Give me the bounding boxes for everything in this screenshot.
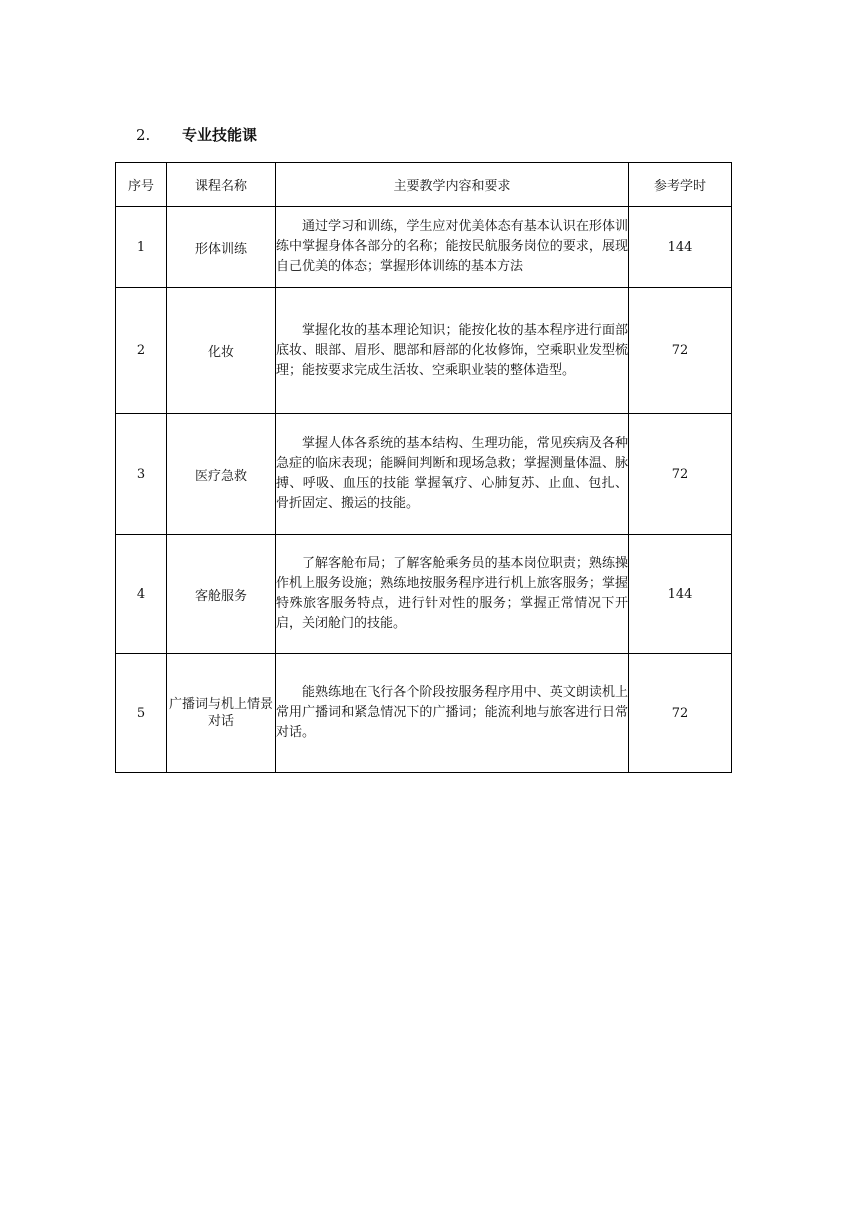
row-hours: 144 <box>629 207 732 288</box>
header-hours: 参考学时 <box>629 163 732 207</box>
table-row <box>116 288 732 414</box>
table-row <box>116 414 732 535</box>
row-hours: 72 <box>629 288 732 414</box>
row-index: 3 <box>116 414 167 535</box>
table-row <box>116 207 732 288</box>
row-course-name: 化妆 <box>167 288 276 414</box>
row-hours: 144 <box>629 535 732 654</box>
row-index: 1 <box>116 207 167 288</box>
row-content: 通过学习和训练，学生应对优美体态有基本认识在形体训练中掌握身体各部分的名称；能按民航服务岗位的要求，展现自己优美的体态；掌握形体训练的基本方法 <box>276 207 629 288</box>
row-content: 能熟练地在飞行各个阶段按服务程序用中、英文朗读机上常用广播词和紧急情况下的广播词；能流利地与旅客进行日常对话。 <box>276 654 629 773</box>
header-index: 序号 <box>116 163 167 207</box>
row-content: 掌握人体各系统的基本结构、生理功能，常见疾病及各种急症的临床表现；能瞬间判断和现场急救；掌握测量体温、脉搏、呼吸、血压的技能 掌握氧疗、心肺复苏、止血、包扎、骨折固定、搬运的技能。 <box>276 414 629 535</box>
row-index: 4 <box>116 535 167 654</box>
row-course-name-text: 广播词与机上情景对话 <box>168 697 273 729</box>
section-number: 2. <box>136 125 151 144</box>
table-header-row <box>116 163 732 207</box>
section-title: 专业技能课 <box>182 126 258 144</box>
table-row <box>116 535 732 654</box>
header-content: 主要教学内容和要求 <box>276 163 629 207</box>
row-course-name: 客舱服务 <box>167 535 276 654</box>
row-course-name <box>167 654 276 773</box>
row-content: 了解客舱布局；了解客舱乘务员的基本岗位职责；熟练操作机上服务设施；熟练地按服务程序进行机上旅客服务；掌握特殊旅客服务特点，进行针对性的服务；掌握正常情况下开启，关闭舱门的技能。 <box>276 535 629 654</box>
course-table <box>115 162 732 773</box>
row-index: 5 <box>116 654 167 773</box>
row-content: 掌握化妆的基本理论知识；能按化妆的基本程序进行面部底妆、眼部、眉形、腮部和唇部的化妆修饰，空乘职业发型梳理；能按要求完成生活妆、空乘职业装的整体造型。 <box>276 288 629 414</box>
row-hours: 72 <box>629 414 732 535</box>
table-row <box>116 654 732 773</box>
section-heading <box>136 124 257 145</box>
row-hours: 72 <box>629 654 732 773</box>
row-index: 2 <box>116 288 167 414</box>
row-course-name: 医疗急救 <box>167 414 276 535</box>
row-course-name: 形体训练 <box>167 207 276 288</box>
header-course-name: 课程名称 <box>167 163 276 207</box>
